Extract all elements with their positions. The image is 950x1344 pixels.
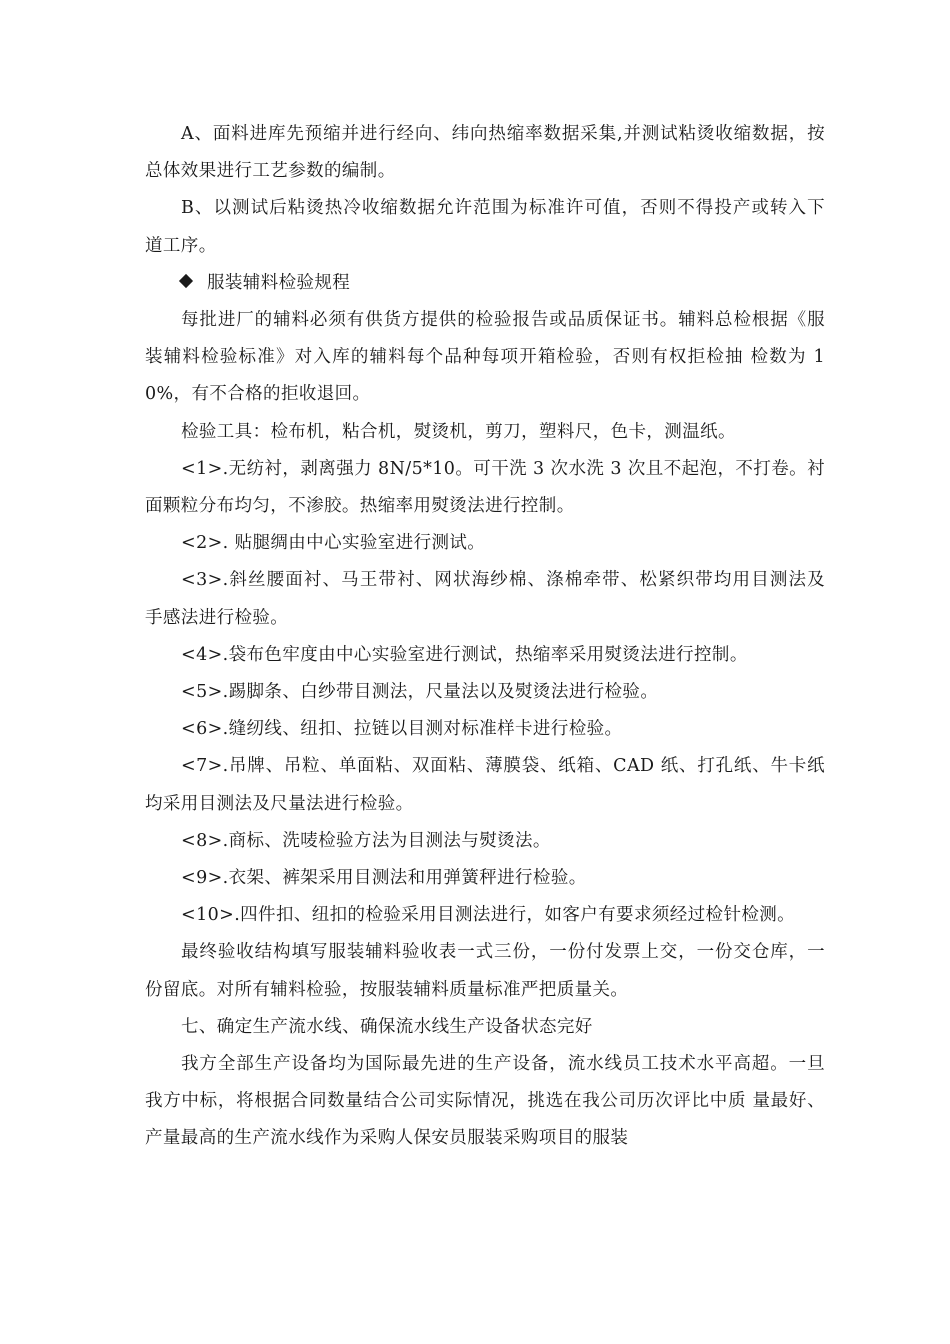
list-item-5: <5>.踢脚条、白纱带目测法，尺量法以及熨烫法进行检验。: [181, 682, 659, 703]
diamond-bullet-icon: [179, 274, 193, 288]
list-item-2: <2>. 贴腿绸由中心实验室进行测试。: [181, 533, 486, 554]
paragraph-a: A、面料进库先预缩并进行经向、纬向热缩率数据采集,并测试粘烫收缩数据，按 总体效果进行工艺参数的编制。: [145, 124, 825, 182]
section-heading-seven: 七、确定生产流水线、确保流水线生产设备状态完好: [181, 1016, 593, 1037]
paragraph-inspection-report: 每批进厂的辅料必须有供货方提供的检验报告或品质保证书。辅料总检根据《服装辅料检验标准》对入库的辅料每个品种每项开箱检验，否则有权拒检抽 检数为 10%，有不合格的拒收退回。: [145, 310, 825, 405]
list-item-9: <9>.衣架、裤架采用目测法和用弹簧秤进行检验。: [181, 868, 587, 889]
paragraph-production-line: 我方全部生产设备均为国际最先进的生产设备，流水线员工技术水平高超。一旦我方中标，将根据合同数量结合公司实际情况，挑选在我公司历次评比中质 量最好、产量最高的生产流水线作为采购人保安员服装采购项目的服装: [145, 1054, 825, 1149]
list-item-4: <4>.袋布色牢度由中心实验室进行测试，热缩率采用熨烫法进行控制。: [181, 644, 748, 665]
document-body: [145, 116, 825, 1158]
list-item-8: <8>.商标、洗唛检验方法为目测法与熨烫法。: [181, 830, 551, 851]
paragraph-b: B、以测试后粘烫热冷收缩数据允许范围为标准许可值，否则不得投产或转入下 道工序。: [145, 198, 825, 256]
paragraph-tools: 检验工具：检布机，粘合机，熨烫机，剪刀，塑料尺，色卡，测温纸。: [181, 421, 736, 442]
list-item-3: <3>.斜丝腰面衬、马王带衬、网状海纱棉、涤棉牵带、松紧织带均用目测法及 手感法进行检验。: [145, 570, 825, 628]
list-item-6: <6>.缝纫线、纽扣、拉链以目测对标准样卡进行检验。: [181, 719, 623, 740]
list-item-1: <1>.无纺衬，剥离强力 8N/5*10。可干洗 3 次水洗 3 次且不起泡，不打卷。衬 面颗粒分布均匀，不渗胶。热缩率用熨烫法进行控制。: [145, 458, 825, 517]
paragraph-final-acceptance: 最终验收结构填写服装辅料验收表一式三份，一份付发票上交，一份交仓库，一份留底。对所有辅料检验，按服装辅料质量标准严把质量关。: [145, 942, 825, 1000]
section-heading-text: 服装辅料检验规程: [207, 272, 351, 293]
list-item-7: <7>.吊牌、吊粒、单面粘、双面粘、薄膜袋、纸箱、CAD 纸、打孔纸、牛卡纸 均采用目测法及尺量法进行检验。: [145, 756, 825, 814]
section-heading-accessories: [145, 265, 825, 302]
list-item-10: <10>.四件扣、纽扣的检验采用目测法进行，如客户有要求须经过检针检测。: [181, 905, 796, 926]
